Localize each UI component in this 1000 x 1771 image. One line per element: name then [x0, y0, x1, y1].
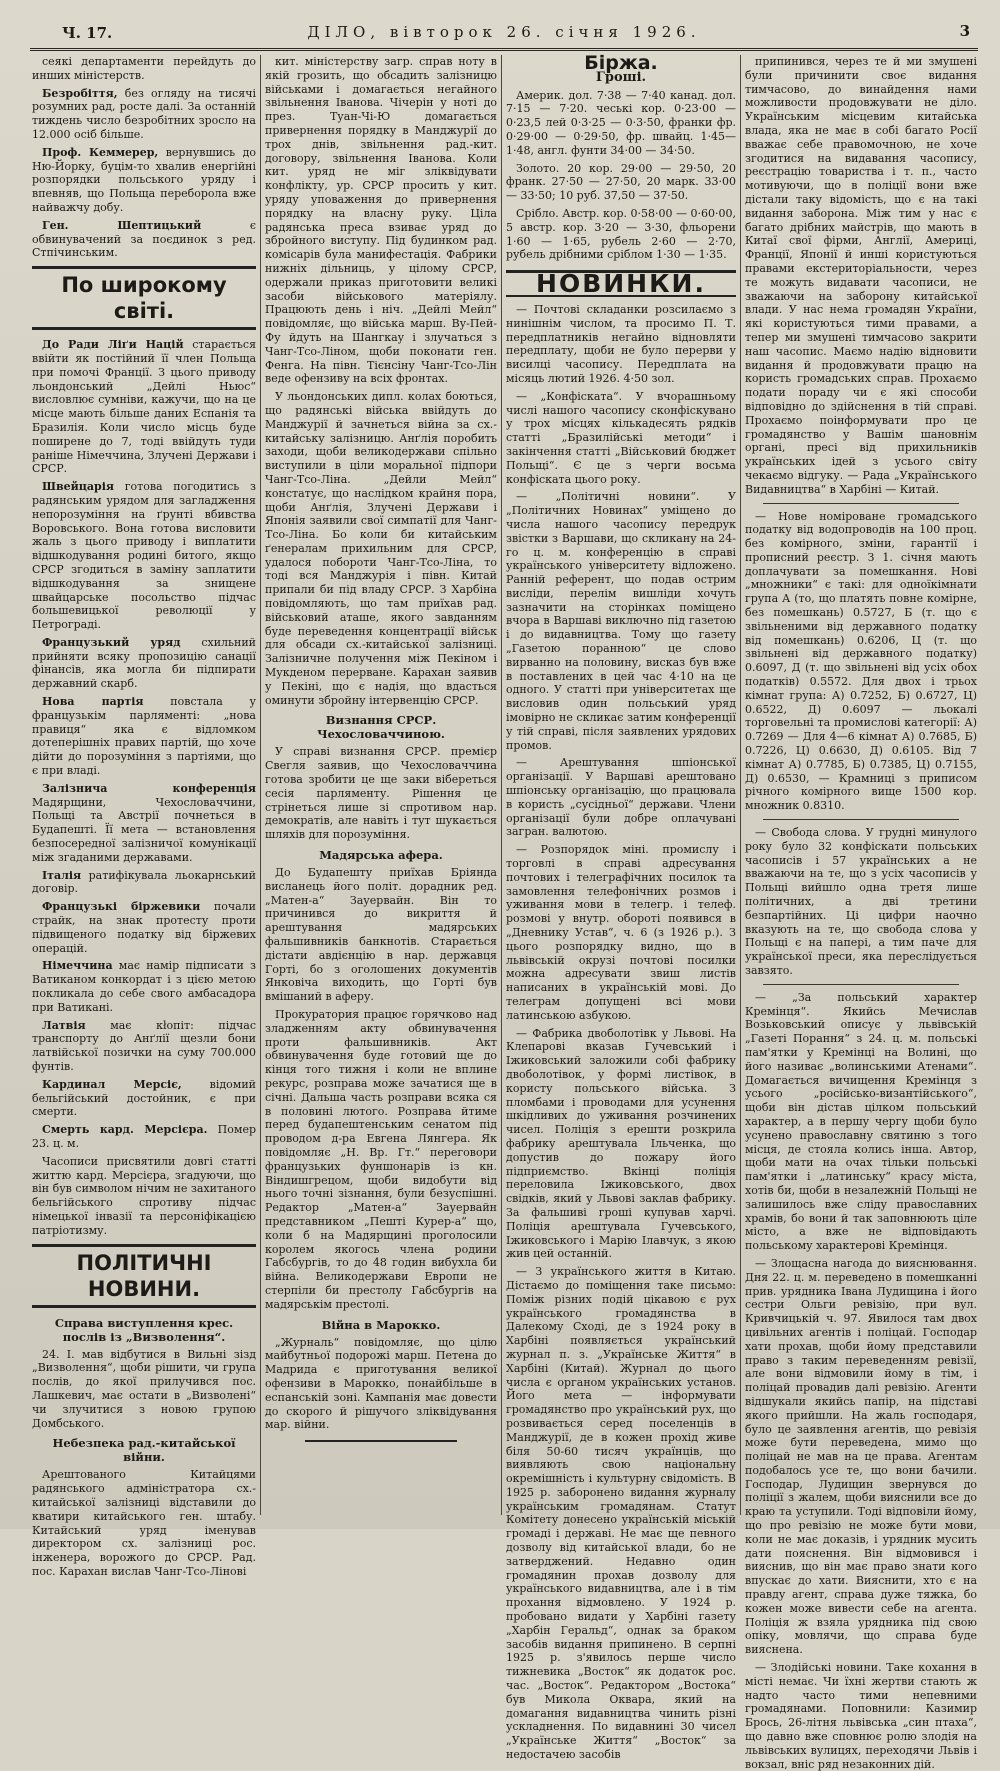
- news-lead: Швейцарія: [42, 480, 114, 494]
- news-lead: Французький уряд: [42, 635, 181, 649]
- news-lead: До Ради Ліґи Націй: [42, 338, 184, 352]
- news-lead: Німеччина: [42, 959, 113, 973]
- news-text: готова погодитись з радянським урядом для загладження непорозуміння на ґрунті вбивства Воровського. Вона готова висловити жаль з цього приводу і виплатити відшкодування родині битого, якщо СРСР згодиться в заміну заплатити відшкодування за знищене швайцарське посольство підчас большевицької революції у Петрограді.: [32, 480, 256, 632]
- separator: [763, 503, 959, 504]
- news-text: повстала у французькім парляменті: „нова правиця“ яка є відломком дотеперішніх правих партій, що хоче дійти до порозуміння з партіями, що є при владі.: [32, 695, 256, 778]
- column-3: [506, 52, 736, 1762]
- news-lead: Проф. Кеммерер,: [42, 145, 159, 159]
- news-text: є обвинувачений за поєдинок з ред. Стпічинським.: [32, 218, 256, 260]
- news-item: — „Політичні новини“. У „Політичних Новинах“ уміщено до числа нашого часопису передрук звістки з Варшави, що скликану на 24-го ц. м. конференцію в справі українського університету відложено. Ранній референт, що подав острим висліди, перелім вишліди хочуть зазначити на сторінках поміщено вчора в Варшаві виключно під газетою і до видавництва. Тому що газету „Газетою поранною“ це слово вирванно на половину, висказ був вже в поставлених в цей час 4·10 на це одного. У статті при університетах ще висловив один польський уряд імовірно не скликає затим конференції у тій справі, після заявлених урядових промов.: [506, 490, 736, 752]
- news-item: — Свобода слова. У грудні минулого року було 32 конфіскати польських часописів і 57 українських а не вважаючи на те, що з усіх часописів у Польщі вийшло одна третя лише політичних, а дві третини безпартійних. Ці цифри наочно вказують на те, що свобода слова у Польщі є на папері, а тим паче для української преси, яка переслідується завзято.: [745, 826, 977, 977]
- article-text: У справі визнання СРСР. премієр Свегля заявив, що Чехословаччина готова зробити це ще заки вібереться сесія парляменту. Рішення це стрінеться лише зі спротивом нар. демократів, але навіть і тут шукається шляхів для порозуміння.: [265, 745, 497, 842]
- article-text: „Журналь“ повідомляє, що цілю майбутньої подорожі марш. Петена до Мадрида є приготування великої офензиви в Марокко, понайбільше в еспанській зоні. Кампанія має довести до скорого й рішучого зліквідування мар. війни.: [265, 1335, 497, 1432]
- news-lead: Латвія: [42, 1018, 86, 1032]
- column-rule: [260, 55, 261, 1515]
- news-lead: Залізнича конференція: [42, 781, 256, 795]
- exchange-rates: Золото. 20 кор. 29·00 — 29·50, 20 франк. 27·50 — 27·50, 20 марк. 33·00 — 33·50; 10 руб. 37,50 — 37·50.: [506, 161, 736, 203]
- news-item: [32, 782, 256, 865]
- news-text: відомий бельгійський достойник, є при смерти.: [32, 1077, 256, 1119]
- end-rule: [305, 1440, 457, 1442]
- news-item: [32, 338, 256, 476]
- news-item: [32, 959, 256, 1014]
- article-text: сеякі департаменти перейдуть до инших міністерств.: [32, 55, 256, 82]
- news-lead: Французькі біржевики: [42, 900, 201, 914]
- news-lead: Ген. Шептицький: [42, 218, 202, 232]
- news-lead: Кардинал Мерсіє,: [42, 1077, 182, 1091]
- news-text: має намір підписати з Ватиканом конкордат і з цією метою покликала до себе свого амбасадора при Ватикані.: [32, 959, 256, 1014]
- news-item: [32, 1123, 256, 1151]
- news-lead: Смерть кард. Мерсієра.: [42, 1123, 208, 1137]
- news-text: без огляду на тисячі розумних рад, росте далі. За останній тиждень число безробітних зросло на 12.000 осіб більше.: [32, 86, 256, 141]
- news-item: — „За польський характер Кремінця“. Якийсь Мечислав Возьковський описує у львівській „Газеті Порання“ з 24. ц. м. польські пам'ятки у Кремінці на Волині, що його називає „волинськими Атенами“. Домагається вичищення Кремінця з усього „російсько-византійського“, щоби він дістав цілком польський характер, а в першу чергу щоби було усунено православну святиню з того місця, де стояла колись інша. Автор, щоби мати на очах тільки польські пам'ятки і „латинську“ красу міста, хотів би, щоби в незалежній Польщі не залишилось вже сліду православних храмів, бо вони й так заповнюють ціле місто, а вже не відповідають польському характерові Кремінця.: [745, 990, 977, 1253]
- news-item: [32, 480, 256, 632]
- news-lead: Нова партія: [42, 695, 144, 709]
- issue-number: Ч. 17.: [62, 24, 113, 42]
- column-2: [265, 55, 497, 1505]
- news-item: [32, 900, 256, 955]
- news-item: [32, 636, 256, 691]
- article-text: кит. міністерству загр. справ ноту в якій грозить, що обсадить залізницю військами і домагається негайного звільнення Іванова. Чічерін у ноті до през. Туан-Чі-Ю домагається привернення порядку в Манджурії до трох днів, звільнення рад.-кит. договору, звільнення Іванова. Коли кит. уряд не міг зліквідувати конфлікту, ур. СРСР просить у кит. уряду уповаження до привернення порядку на власну руку. Ціла радянська преса взиває уряд до збройного виступу. Під будинком рад. комісарів була манифестація. Фабрики нижніх дільниць, у цілому СРСР, одержали приказ приготовити великі засоби військового матеріялу. Працюють день і ніч. „Дейлі Мейл“ повідомляє, що війська марш. Ву-Пей-Фу йдуть на Шангкау і злучаться з Чанг-Тсо-Ліном, щоби поконати ген. Фенга. На півн. Тієнсіну Чанг-Тсо-Лін веде офензиву на всіх фронтах.: [265, 55, 497, 386]
- section-heading: По широкому світі.: [32, 266, 256, 330]
- news-item: — З українського життя в Китаю. Дістаємо до поміщення таке письмо: Поміж різних подій цікавою є рух українського громадянства в Далекому Сході, де з 1924 року в Харбіні появляється український журнал п. з. „Українське Життя“ в Харбіні (Китай). Журнал до цього числа є органом українських установ. Його мета — інформувати громадянство про український рух, що розвивається серед поселенців в Манджурії, де в кожен прохід живе біля 50-60 тисяч українців, що виявляють свою національну окремішність і культурну свідомість. В 1925 р. заборонено видання журналу українським громадянам. Статут Комітету донесено українській міській громаді і державі. Не має ще певного дозволу від китайської влади, бо не затверджений. Недавно один громадянин прохав дозволу для українського видавництва, але і в тім прохання відмовлено. У 1924 р. пробовано видати у Харбіні газету „Харбін Геральд“, однак за браком засобів видання припинено. В серпні 1925 р. з'явилось перше число тижневика „Восток“ як додаток рос. час. „Восток“. Редактором „Востока“ був Микола Оквара, який на домагання видавництва чинить різні ускладнення. По видавнині 30 чисел „Українське Життя“ „Восток“ за недостачею засобів: [506, 1265, 736, 1762]
- exchange-rates: Америк. дол. 7·38 — 7·40 канад. дол. 7·15 — 7·20. чеські кор. 0·23·00 — 0·23,5 лей 0·3·25 — 0·3·50, франки фр. 0·29·00 — 0·29·50, фр. швайц. 1·45—1·48, англ. фунти 34·00 — 34·50.: [506, 88, 736, 157]
- news-item: [32, 146, 256, 215]
- news-item: [32, 1078, 256, 1119]
- news-item: — Злодійські новини. Таке кохання в місті немає. Чи їхні жертви стають ж надто часто тими непевними громадянами. Поповнили: Казимир Брось, 26-літня львівська „син птаха“, що давно вже сповнює ролю злодія на львівських вулицях, переходячи Львів і вокзал, вніс ряд незаконних дій.: [745, 1661, 977, 1771]
- news-text: старається ввійти як постійний її член Польща при помочі Франції. З цього приводу льондонський „Дейлі Ньюс“ висловлює сумніви, кажучи, що на це місце мають більше даних Еспанія та Бразилія. Коли число місць буде поширене до 7, тоді ввійдуть туди раніше Німеччина, Злучені Держави і СРСР.: [32, 338, 257, 476]
- article-text: 24. І. мав відбутися в Вильні зізд „Визволення“, щоби рішити, чи група послів, до якої прилучився пос. Лашкевич, має остати в „Визволені“ чи злучитися з новою групою Домбського.: [32, 1347, 256, 1430]
- section-subheading: Гроші.: [595, 69, 647, 85]
- news-text: схильний прийняти всяку пропозицію санації фінансів, яка могла би підпирати державний скарб.: [32, 635, 256, 691]
- article-text: Арештованого Китайцями радянського адміністратора сх.-китайської залізниці відставили до кватири китайського ген. штабу. Китайський уряд іменував директором сх. залізниці рос. інженера, ворожого до СРСР. Рад. пос. Карахан вислав Чанг-Тсо-Лінові: [32, 1468, 256, 1578]
- news-item: [32, 219, 256, 260]
- article-headline: Мадярська афера.: [319, 848, 443, 863]
- news-text: Мадярщини, Чехословаччини, Польщі та Австрії почнеться в Будапешті. Її мета — встановлення безпосередної залізничої комунікації між згаданими державами.: [32, 795, 256, 864]
- news-item: [32, 87, 256, 142]
- section-heading: ПОЛІТИЧНІ НОВИНИ.: [32, 1244, 256, 1308]
- news-item: [32, 869, 256, 897]
- masthead: [30, 18, 978, 51]
- article-text: У льондонських дипл. колах боються, що радянські війська ввійдуть до Манджурії й зачнеться війна за сх.-китайську залізницю. Анґлія поробить заходи, щоби великодержави спільно виступили в ціли моральної підпори Чанг-Тсо-Ліна. „Дейли Мейл“ констатує, що наслідком крайня пора, щоби Анґлія, Злучені Держави і Японія заявили свої симпатії для Чанг-Тсо-Ліна. Бо коли би китайським ґенералам прихильним для СРСР, удалося побороти Чанг-Тсо-Ліна, то тоді вся Манджурія і півн. Китай припали би під владу СРСР. З Харбіна повідомляють, що там приїхав рад. військовий аташе, якого завданням буде переведення концентрації військ для обсади сх.-китайської залізниці. Залізничне получення між Пекіном і Мукденом перерване. Карахан заявив у Пекіні, що є надія, що вдасться оминути збройну інтервенцію СРСР.: [265, 390, 497, 707]
- news-item: — Розпорядок міні. промислу і торговлі в справі адресування почтових і телеграфічних посилок та замовлення телефонічних розмов і уживання мови в телегр. і телеф. розмові у внутр. обороті появився в „Дневнику Устав“, ч. 6 (з 1926 р.). З цього розпорядку видно, що в львівській окрузі почтові посилки можна адресувати звиш листів написаних в українській мові. До телеграм допущені всі мови латинською азбукою.: [506, 843, 736, 1022]
- section-heading: НОВИНКИ.: [506, 270, 736, 297]
- column-rule: [740, 55, 741, 1515]
- news-lead: Безробіття,: [42, 86, 118, 100]
- separator: [763, 819, 959, 820]
- news-text: ратифікувала льокарнський договір.: [32, 868, 256, 896]
- news-text: почали страйк, на знак протесту проти підвищеного податку від біржевих операцій.: [32, 900, 256, 955]
- news-text: вернувшись до Ню-Йорку, буцім-то хвалив енергійні розпорядки польського уряду і впевняв, що Польща переборола вже найважчу добу.: [32, 145, 257, 214]
- column-4: [745, 55, 977, 1771]
- news-text: має кłопіт: підчас транспорту до Анґлії щезли бони латвійської позички на суму 700.000 фунтів.: [32, 1018, 256, 1073]
- article-headline: Визнання СРСР. Чехословаччиною.: [317, 713, 445, 742]
- news-item: — Почтові складанки розсилаємо з нинішнім числом, та просимо П. Т. передплатників негайно відновляти передплату, щоби не було перерви у висилці часопису. Передплата на місяць лютий 1926. 4·50 зол.: [506, 302, 736, 385]
- news-item: — „Конфіската“. У вчорашньому числі нашого часопису сконфіскувано у трох місцях кількадесять рядків статті „Бразилійські методи“ і закінчення статті „Військовий бюджет Польщі“. Є це з черги восьма конфіската цього року.: [506, 389, 736, 486]
- article-text: До Будапешту приїхав Бріянда висланець його політ. дорадник ред. „Матен-а“ Зауервайн. Він то причинився до викриття й арештування мадярських фальшивників банкнотів. Старається дістати авдієнцію в нар. державця Горті, бо з оголошених документів Янковіча виходить, що Горті був вмішаний в аферу.: [265, 866, 497, 1004]
- article-text: припинився, через те й ми змушені були причинити своє видання тимчасово, до винайдення нами можливости продовжувати не діло. Українським місцевим китайська влада, яка не має в собі багато Росії вважає себе правомочною, не хоче згодитися на видавання часопису, реєстрацію товариства і т. п., часто мотивуючи, що в поліції вони вже дістали таку відомість, що є на такі видання заборона. Між тим у нас є багато дрібних майстрів, що мають в Китаї свої фірми, Англії, Америці, Франції, Японії й инші користуються правами екстериторіальности, через те можуть видавати часописи, не зважаючи на заборону китайської влади. У нас нема громадян України, які користуються тими правами, а тепер ми змушені тимчасово закрити наш часопис. Маємо надію відновити видання й продовжувати працю на користь громадських справ. Прохаємо подати пораду чи є які способи відповідно до здійснення в тій справі. Прохаємо поінформувати про це громадянство у Вашім шановнім органі, пресі від прихильників українських ідей з усього світу чекаємо відгуку. — Рада „Українського Видавництва“ в Харбіні — Китай.: [745, 55, 977, 496]
- news-item: — Злощасна нагода до вияснювання. Дня 22. ц. м. переведено в помешканні прив. урядника Івана Лудищина і його сестри Ольги ревізію, при вул. Кривчицькій ч. 97. Явилося там двох цивільних агентів і поліцай. Господар хати прохав, щоби йому представили право з таким переведенням ревізії, але вони відмовили йому в тім, і поліцай провадив далі ревізію. Агенти відшукали якийсь папір, на підставі якого прийшли. На жаль господаря, було це заявлення агентів, що ревізія може бути переведена, мимо що поліцай не мав на це права. Агентам подобалось усе те, що вони бачили. Господар, Лудищин звернувся до поліції з жалем, щоби вияснили все до краю та уступили. Тоді відповіли йому, що про ревізію не може бути мови, коли не має доказів, і урядник мусить дати пояснення. Він відмовився і вияснив, що він має право знати кого впускає до хати. Вияснити, хто є на правду агент, справа дуже тяжка, бо кожен може вивести себе на агента. Поліція ж взяла урядника під свою опіку, мовлячи, що справа буде вияснена.: [745, 1256, 977, 1657]
- news-lead: Італія: [42, 868, 82, 882]
- news-item: [32, 695, 256, 778]
- article-text: Часописи присвятили довгі статті життю кард. Мерсієра, згадуючи, що він був символом нічим не захитаного бельгійського спротиву підчас німецької інвазії та персоніфікацією патріотизму.: [32, 1154, 256, 1237]
- news-item: — Фабрика двоболотівк у Львові. На Клепарові вказав Гучевський і Іжиковський заложили собі фабрику двоболотівок, у формі листівок, в користу польського війська. З пломбами і проводами для усунення шкідливих до уживання розчинених чисел. Поліція з ерешти розкрила фабрику арештувала Ільченка, що допустив до пожару його підприємство. Вкінці поліція переловила Іжиковського, двох свідків, який у Львові заклав фабрику. За фальшиві гроші купував харчі. Поліція арештувала Гучевського, Іжиковського і Марію Ілавчук, з якою жив цей останній.: [506, 1026, 736, 1261]
- exchange-rates: Срібло. Австр. кор. 0·58·00 — 0·60·00, 5 австр. кор. 3·20 — 3·30, фльорени 1·60 — 1·65, рубель 2·60 — 2·70, рубель дрібними сріблом 1·30 — 1·35.: [506, 206, 736, 262]
- news-item: [32, 1019, 256, 1074]
- article-headline: Справа виступлення крес. послів із „Визволення“.: [54, 1315, 234, 1344]
- newspaper-title: ДІЛО, вівторок 26. січня 1926.: [307, 23, 701, 41]
- news-item: — Арештування шпіонської організації. У Варшаві арештовано шпіонську організацію, що працювала в користь „сусідньої“ держави. Члени організації були добре оплачувані загран. валютою.: [506, 756, 736, 839]
- separator: [763, 984, 959, 985]
- article-headline: Війна в Марокко.: [321, 1317, 441, 1332]
- article-headline: Небезпека рад.-китайської війни.: [52, 1436, 236, 1465]
- news-text: Помер 23. ц. м.: [32, 1123, 256, 1150]
- column-rule: [501, 55, 502, 1515]
- column-1: [32, 55, 257, 1578]
- page-number: 3: [959, 22, 970, 40]
- news-item: — Нове номіроване громадського податку від водопроводів на 100 проц. без комірного, зміни, гарантії і прописний реєстр. З 1. січня мають доплачувати за помешкання. Нові „множники“ є такі: для одноїкімнати група А (то, що платять повне комірне, без помешкань) 0.5727, Б (т. що є звільненими від державного податку від помешкань) 0.6206, Ц (т. що звільнені від державного податку) 0.6097, Д (т. що звільнені від усіх обох податків) 0.5572. Для двох і трьох кімнат група: А) 0.7252, Б) 0.6727, Ц) 0.6522, Д) 0.6097 — льокалі торговельні та промислові категорії: А) 0.7269 — Для 4—6 кімнат А) 0.7685, Б) 0.7226, Ц) 0.6630, Д) 0.6105. Від 7 кімнат А) 0.7785, Б) 0.7385, Ц) 0.7155, Д) 0.6530, — Крамниці з приписом річного комірного вище 1500 кор. множник 0.8310.: [745, 509, 977, 813]
- section-heading: Біржа.: [584, 52, 658, 74]
- article-text: Прокуратория працює горячково над зладженням акту обвинувачення проти фальшивників. Акт обвинувачення буде готовий ще до кінця того тижня і коли не вплине рекурс, розправа може зачатися ще в січні. Дальша часть розправи всяка ся в половині лютого. Розправа йтиме перед будапештенським сенатом під проводом д-ра Евгена Лянгера. Як повідомляє „Н. Вр. Гт.“ переговори французьких фуншонарів із кн. Віндишгрецом, щоби видобути від нього точні зізнання, були безуспішні. Редактор „Матен-а“ Зауервайн представником „Пешті Курер-а“ що, коли б на Мадярщині проголосили королем якогось члена родини Габсбургів, то до 48 годин вибухла би війна. Великодержави Европи не стерпіли би престолу Габсбургів на мадярськім престолі.: [265, 1008, 497, 1311]
